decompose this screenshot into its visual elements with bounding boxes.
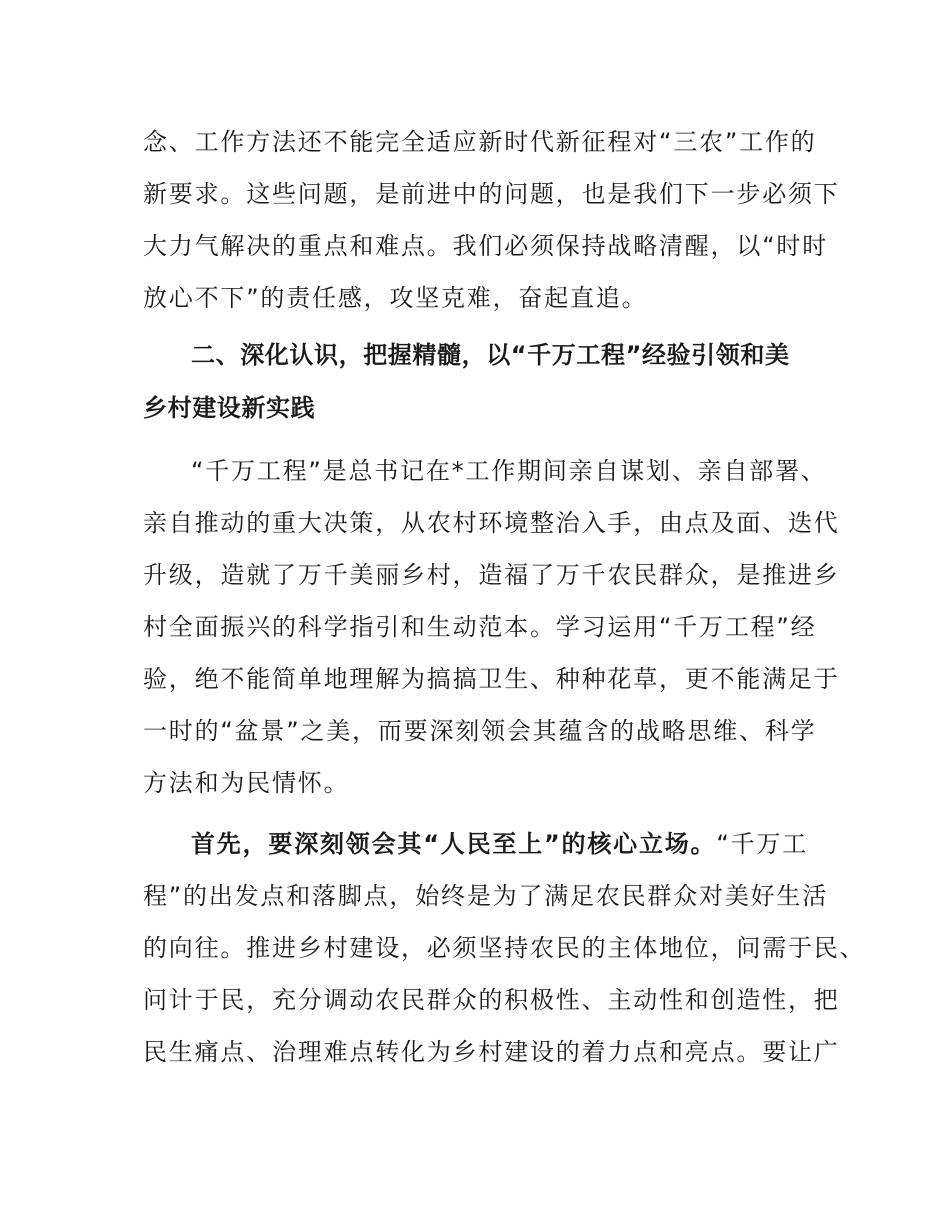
text-line: 一时的“盆景”之美，而要深刻领会其蕴含的战略思维、科学 — [143, 717, 817, 745]
heading-line: 乡村建设新实践 — [143, 394, 316, 422]
text-line: 升级，造就了万千美丽乡村，造福了万千农民群众，是推进乡 — [143, 561, 840, 589]
text-line: 放心不下”的责任感，攻坚克难，奋起直追。 — [143, 284, 648, 312]
lead-bold-text: 首先，要深刻领会其“人民至上”的核心立场。 — [191, 830, 717, 858]
lead-rest-text: “千万工 — [716, 830, 808, 858]
text-line: 亲自推动的重大决策，从农村环境整治入手，由点及面、迭代 — [143, 509, 840, 537]
text-line: 问计于民，充分调动农民群众的积极性、主动性和创造性，把 — [143, 986, 840, 1014]
text-line: 的向往。推进乡村建设，必须坚持农民的主体地位，问需于民、 — [143, 934, 866, 962]
text-line: 方法和为民情怀。 — [143, 769, 350, 797]
text-line: 程”的出发点和落脚点，始终是为了满足农民群众对美好生活 — [143, 882, 829, 910]
text-line: 验，绝不能简单地理解为搞搞卫生、种种花草，更不能满足于 — [143, 665, 840, 693]
text-line: 民生痛点、治理难点转化为乡村建设的着力点和亮点。要让广 — [143, 1038, 840, 1066]
text-line: 村全面振兴的科学指引和生动范本。学习运用“千万工程”经 — [143, 613, 817, 641]
text-line: “千万工程”是总书记在*工作期间亲自谋划、亲自部署、 — [191, 457, 827, 485]
text-line: 新要求。这些问题，是前进中的问题，也是我们下一步必须下 — [143, 180, 840, 208]
lead-line — [191, 829, 808, 859]
text-line: 念、工作方法还不能完全适应新时代新征程对“三农”工作的 — [143, 128, 817, 156]
text-line: 大力气解决的重点和难点。我们必须保持战略清醒，以“时时 — [143, 232, 829, 260]
heading-line: 二、深化认识，把握精髓，以“千万工程”经验引领和美 — [191, 341, 790, 369]
